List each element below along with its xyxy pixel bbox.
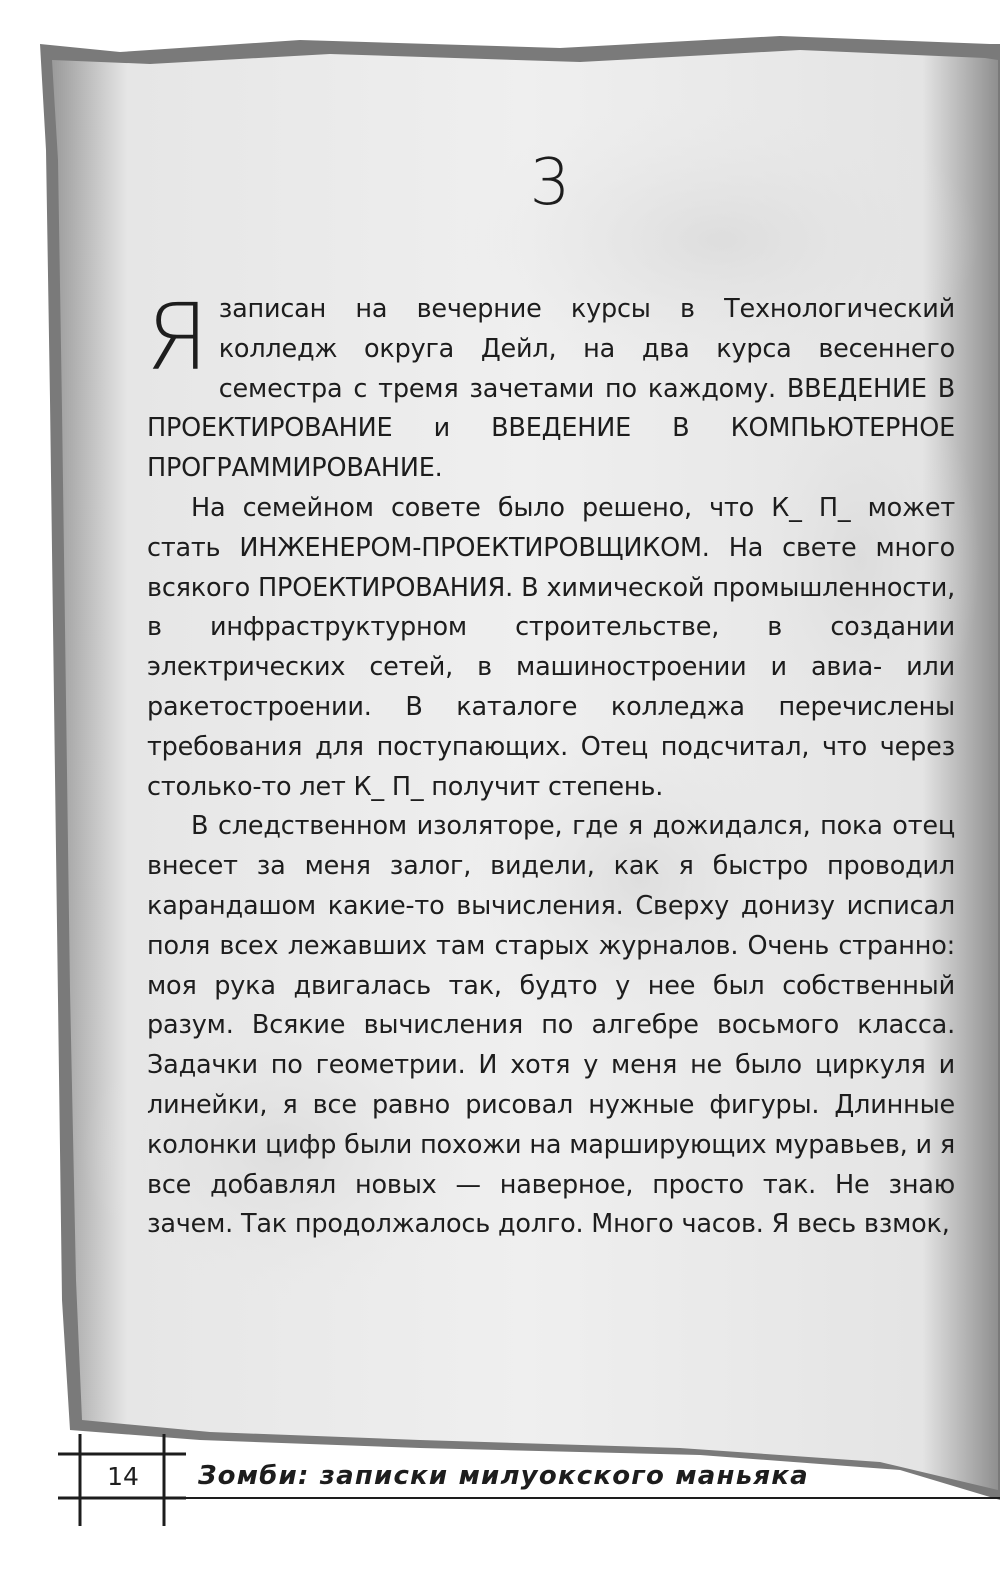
chapter-number: 3	[529, 146, 571, 220]
paragraph-3: В следственном изоляторе, где я дожидался, пока отец внесет за меня залог, видели, как я быстро проводил карандашом какие-то вычисления. Сверху донизу исписал поля всех лежавших там старых журналов. Очень странно: моя рука двигалась так, будто у нее был собственный разум. Всякие вычисления по алгебре восьмого класса. Задачки по геометрии. И хотя у меня не было циркуля и линейки, я все равно рисовал нужные фигуры. Длинные колонки цифр были похожи на марширующих муравьев, и я все добавлял новых — наверное, просто так. Не знаю зачем. Так продолжалось долго. Много часов. Я весь взмок,	[147, 811, 955, 1240]
paragraph-2: На семейном совете было решено, что К_ П_ может стать ИНЖЕНЕРОМ-ПРОЕКТИРОВЩИКОМ. На свете много всякого ПРОЕКТИРОВАНИЯ. В химической промышленности, в инфраструктурном строительстве, в создании электрических сетей, в машиностроении и авиа- или ракетостроении. В каталоге колледжа перечислены требования для поступающих. Отец подсчитал, что через столько-то лет К_ П_ получит степень.	[147, 492, 955, 802]
drop-cap: Я	[145, 284, 209, 391]
running-title: Зомби: записки милуокского маньяка	[198, 1461, 809, 1491]
page-number: 14	[107, 1462, 139, 1491]
footer-frame	[0, 1430, 1000, 1586]
page-footer	[0, 1430, 1000, 1586]
paragraph-1	[145, 284, 955, 489]
paragraph-1-text: записан на вечерние курсы в Технологический колледж округа Дейл, на два курса весеннего семестра с тремя зачетами по каждому. ВВЕДЕНИЕ В ПРОЕКТИРОВАНИЕ и ВВЕДЕНИЕ В КОМПЬЮТЕРНОЕ ПРОГРАММИРОВАНИЕ.	[147, 294, 955, 484]
body-text	[145, 284, 955, 1245]
